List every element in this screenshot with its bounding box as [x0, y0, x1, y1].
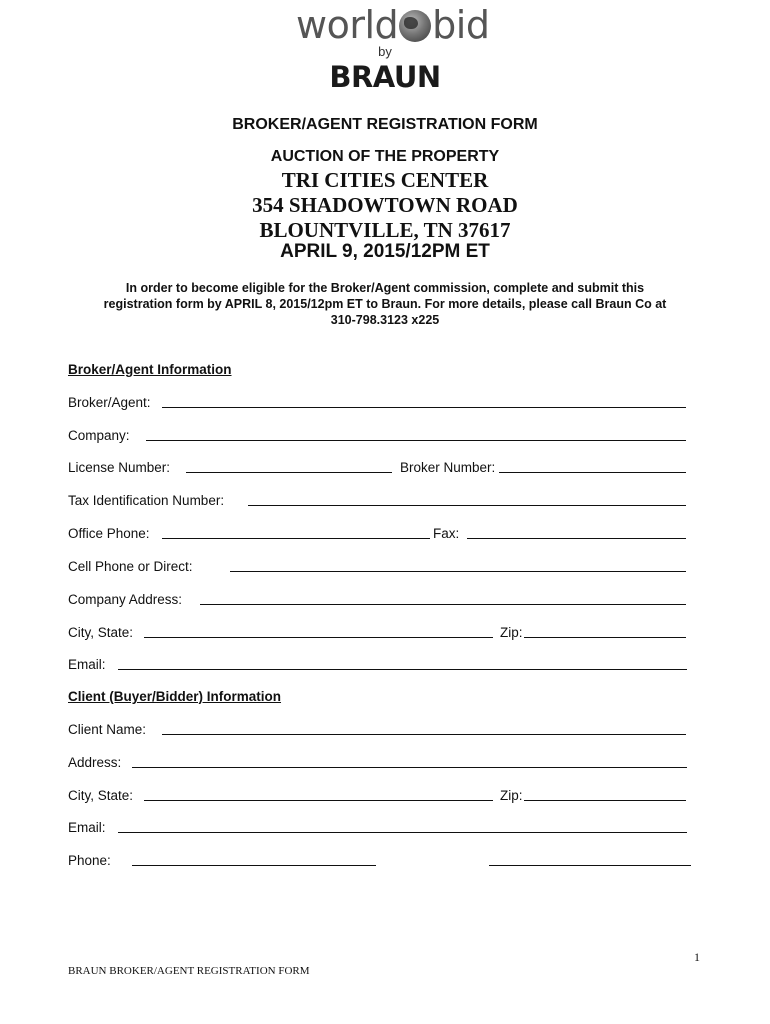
broker-agent-heading: Broker/Agent Information [68, 362, 232, 377]
office-phone-label: Office Phone: [68, 526, 150, 541]
client-zip-label: Zip: [500, 788, 523, 803]
footer-form-name: BRAUN BROKER/AGENT REGISTRATION FORM [68, 965, 310, 977]
client-name-field[interactable] [162, 734, 686, 735]
worldbid-logo [296, 3, 490, 47]
broker-number-label: Broker Number: [400, 460, 496, 475]
intro-line-2: registration form by APRIL 8, 2015/12pm ET to Braun. For more details, please call Braun Co at [103, 297, 667, 311]
client-zip-field[interactable] [524, 800, 686, 801]
property-address: 354 SHADOWTOWN ROAD [252, 193, 518, 217]
fax-label: Fax: [433, 526, 460, 541]
auction-date: APRIL 9, 2015/12PM ET [280, 241, 490, 262]
client-phone-label: Phone: [68, 853, 111, 868]
cell-phone-label: Cell Phone or Direct: [68, 559, 193, 574]
zip-label: Zip: [500, 625, 523, 640]
cell-phone-field[interactable] [230, 571, 686, 572]
client-info-heading: Client (Buyer/Bidder) Information [68, 689, 282, 704]
city-state-label: City, State: [68, 625, 134, 640]
client-city-state-field[interactable] [144, 800, 493, 801]
license-number-label: License Number: [68, 460, 171, 475]
client-email-field[interactable] [118, 832, 687, 833]
license-number-field[interactable] [186, 472, 392, 473]
client-email-label: Email: [68, 820, 106, 835]
client-address-label: Address: [68, 755, 122, 770]
broker-agent-field[interactable] [162, 407, 686, 408]
broker-number-field[interactable] [499, 472, 686, 473]
intro-line-1: In order to become eligible for the Broker/Agent commission, complete and submit this [125, 281, 645, 295]
tax-id-field[interactable] [248, 505, 686, 506]
intro-line-3: 310-798.3123 x225 [330, 313, 440, 327]
client-city-state-label: City, State: [68, 788, 134, 803]
tax-id-label: Tax Identification Number: [68, 493, 225, 508]
company-label: Company: [68, 428, 130, 443]
office-phone-field[interactable] [162, 538, 430, 539]
client-phone-field-2[interactable] [489, 865, 691, 866]
form-title: BROKER/AGENT REGISTRATION FORM [232, 116, 538, 133]
broker-agent-label: Broker/Agent: [68, 395, 151, 410]
client-address-field[interactable] [132, 767, 687, 768]
intro-paragraph [60, 280, 710, 328]
email-field[interactable] [118, 669, 687, 670]
client-name-label: Client Name: [68, 722, 147, 737]
email-label: Email: [68, 657, 106, 672]
company-address-label: Company Address: [68, 592, 183, 607]
city-state-field[interactable] [144, 637, 493, 638]
globe-icon [399, 10, 431, 42]
company-address-field[interactable] [200, 604, 686, 605]
fax-field[interactable] [467, 538, 686, 539]
auction-of-property: AUCTION OF THE PROPERTY [270, 148, 500, 165]
property-name: TRI CITIES CENTER [281, 168, 489, 192]
logo-world-text: world [296, 3, 399, 47]
logo-bid-text: bid [432, 3, 490, 47]
page-number: 1 [694, 950, 700, 964]
zip-field[interactable] [524, 637, 686, 638]
logo-by-text: by [378, 44, 392, 59]
property-city: BLOUNTVILLE, TN 37617 [259, 218, 511, 242]
braun-logo: BRAUN [329, 60, 441, 94]
client-phone-field[interactable] [132, 865, 376, 866]
company-field[interactable] [146, 440, 686, 441]
